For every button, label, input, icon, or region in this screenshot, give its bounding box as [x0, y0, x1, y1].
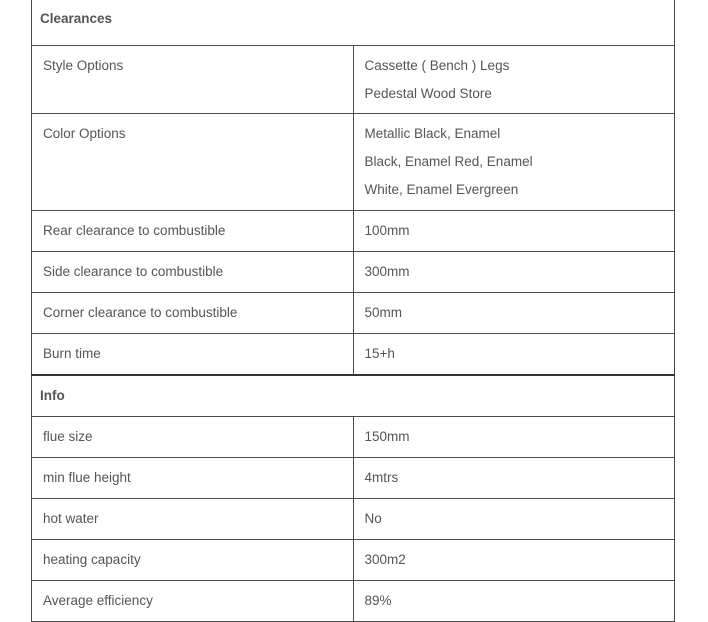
table-row — [32, 293, 675, 334]
section-title: Clearances — [32, 0, 675, 46]
table-row — [32, 458, 675, 499]
row-value — [353, 46, 675, 114]
table-row — [32, 417, 675, 458]
section-header-info — [32, 375, 675, 417]
value-line: 15+h — [364, 346, 395, 361]
table-row — [32, 114, 675, 211]
value-line: White, Enamel Evergreen — [364, 182, 519, 197]
value-line: Pedestal Wood Store — [364, 86, 492, 101]
row-label: Color Options — [32, 114, 354, 211]
table-row — [32, 581, 675, 622]
row-value — [353, 540, 675, 581]
section-header-clearances — [32, 0, 675, 46]
value-line: 4mtrs — [364, 470, 399, 485]
value-line: No — [364, 511, 382, 526]
specifications-table — [31, 0, 675, 622]
table-row — [32, 334, 675, 376]
table-row — [32, 252, 675, 293]
value-line: Black, Enamel Red, Enamel — [364, 154, 533, 169]
table-row — [32, 499, 675, 540]
table-row — [32, 46, 675, 114]
row-value — [353, 252, 675, 293]
row-label: Corner clearance to combustible — [32, 293, 354, 334]
row-label: hot water — [32, 499, 354, 540]
row-label: Rear clearance to combustible — [32, 211, 354, 252]
value-line: 50mm — [364, 305, 403, 320]
row-label: Side clearance to combustible — [32, 252, 354, 293]
value-line: Cassette ( Bench ) Legs — [364, 58, 510, 73]
value-line: 300m2 — [364, 552, 406, 567]
row-label: Style Options — [32, 46, 354, 114]
table-row — [32, 540, 675, 581]
row-label: Burn time — [32, 334, 354, 376]
value-line: 150mm — [364, 429, 410, 444]
row-value — [353, 293, 675, 334]
row-value — [353, 581, 675, 622]
row-label: min flue height — [32, 458, 354, 499]
value-line: 300mm — [364, 264, 410, 279]
row-label: flue size — [32, 417, 354, 458]
section-title: Info — [32, 375, 675, 417]
value-line: 89% — [364, 593, 392, 608]
row-value — [353, 458, 675, 499]
row-value — [353, 499, 675, 540]
row-value — [353, 417, 675, 458]
row-label: heating capacity — [32, 540, 354, 581]
row-value — [353, 211, 675, 252]
row-label: Average efficiency — [32, 581, 354, 622]
row-value — [353, 114, 675, 211]
value-line: 100mm — [364, 223, 410, 238]
table-row — [32, 211, 675, 252]
row-value — [353, 334, 675, 376]
value-line: Metallic Black, Enamel — [364, 126, 501, 141]
